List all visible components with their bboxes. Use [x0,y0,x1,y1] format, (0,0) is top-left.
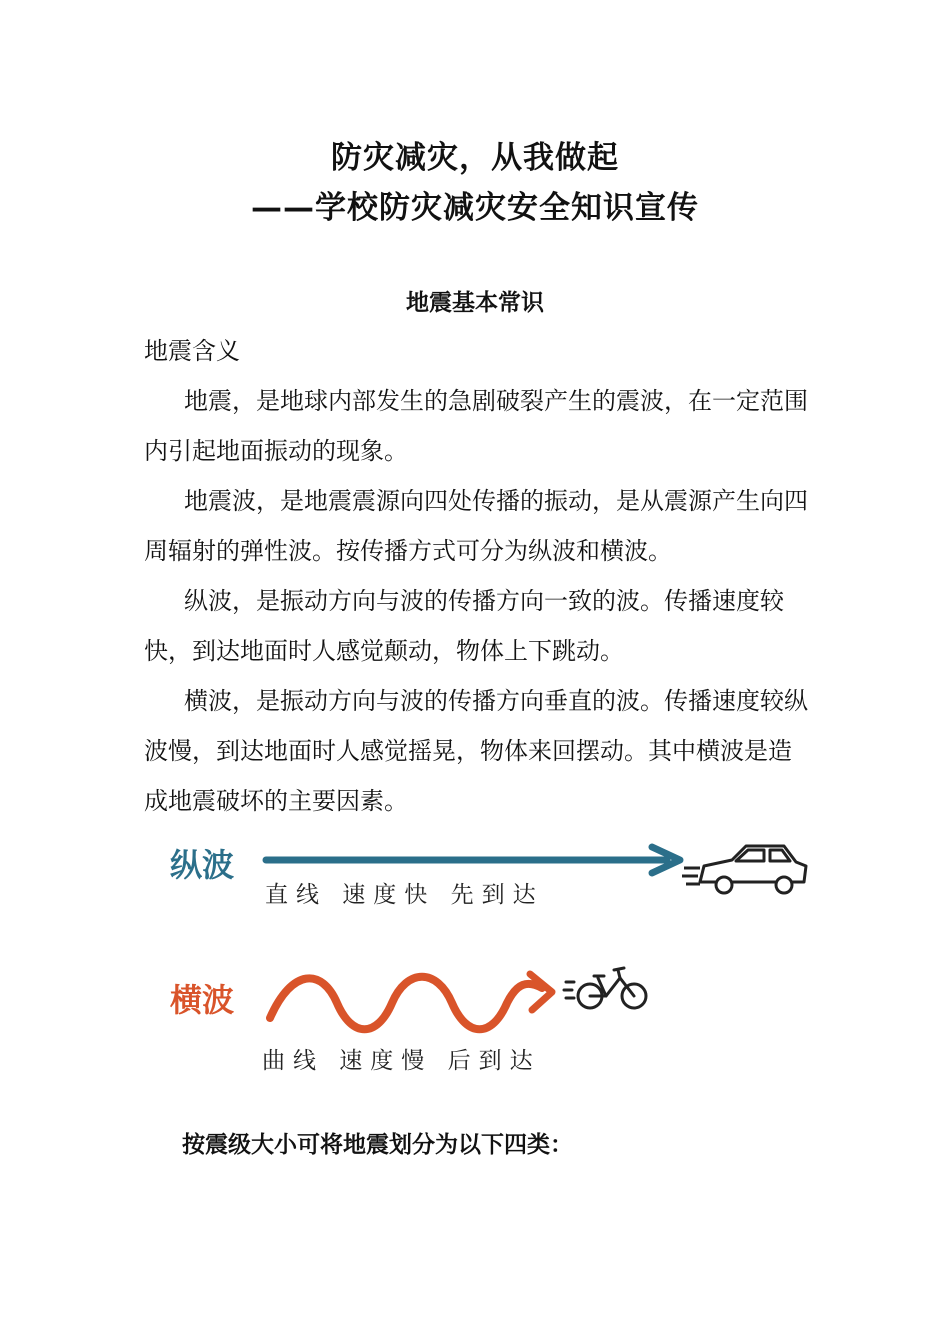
paragraph-transverse-wave: 横波，是振动方向与波的传播方向垂直的波。传播速度较纵波慢，到达地面时人感觉摇晃，物体来回摆动。其中横波是造成地震破坏的主要因素。 [144,687,808,815]
wave-comparison-figure [150,820,860,1100]
paragraph-earthquake-definition: 地震，是地球内部发生的急剧破裂产生的震波，在一定范围内引起地面振动的现象。 [144,387,808,465]
transverse-wave-label: 横波 [170,981,235,1019]
sub-label: 地震含义 [144,337,240,365]
wavy-arrow-icon [262,958,562,1048]
bicycle-icon [562,962,662,1018]
classification-heading: 按震级大小可将地震划分为以下四类： [182,1132,573,1158]
straight-arrow-icon [262,842,692,878]
page-title: 防灾减灾，从我做起 [331,140,619,176]
longitudinal-wave-caption: 直线 速度快 先到达 [265,882,544,908]
car-icon [680,840,820,900]
paragraph-seismic-wave: 地震波，是地震震源向四处传播的振动，是从震源产生向四周辐射的弹性波。按传播方式可分为纵波和横波。 [144,487,808,565]
transverse-wave-caption: 曲线 速度慢 后到达 [262,1048,541,1074]
section-heading: 地震基本常识 [406,290,544,316]
page-subtitle: ——学校防灾减灾安全知识宣传 [251,190,699,226]
paragraph-longitudinal-wave: 纵波，是振动方向与波的传播方向一致的波。传播速度较快，到达地面时人感觉颠动，物体上下跳动。 [144,587,784,665]
longitudinal-wave-label: 纵波 [170,846,235,884]
